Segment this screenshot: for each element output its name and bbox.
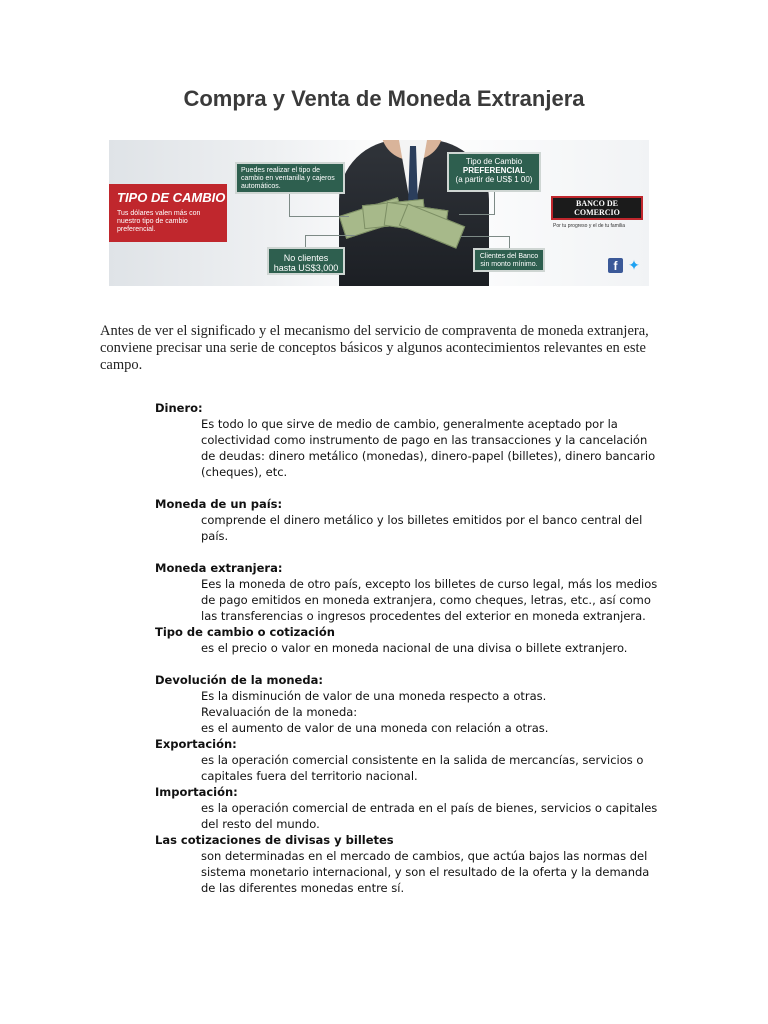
info-box-clientes: Clientes del Banco sin monto mínimo. bbox=[473, 248, 545, 272]
bank-name-line2: COMERCIO bbox=[574, 208, 620, 217]
info-box-ventanilla: Puedes realizar el tipo de cambio en ventanilla y cajeros automáticos. bbox=[235, 162, 345, 194]
term-exportacion: Exportación: bbox=[155, 737, 237, 751]
term-importacion: Importación: bbox=[155, 785, 238, 799]
box2-line1: Tipo de Cambio bbox=[465, 157, 523, 166]
desc-revaluacion: es el aumento de valor de una moneda con relación a otras. bbox=[201, 721, 549, 735]
connector-line bbox=[305, 235, 306, 247]
term-tipo-cambio: Tipo de cambio o cotización bbox=[155, 625, 335, 639]
bank-name-line1: BANCO DE bbox=[575, 199, 618, 208]
page-title: Compra y Venta de Moneda Extranjera bbox=[183, 86, 585, 111]
term-dinero: Dinero: bbox=[155, 401, 203, 415]
term-moneda-pais: Moneda de un país: bbox=[155, 497, 283, 511]
tipo-de-cambio-tab bbox=[109, 184, 227, 242]
desc-exportacion: es la operación comercial consistente en la salida de mercancías, servicios o capitales fuera del territorio nacional. bbox=[201, 753, 644, 783]
connector-line bbox=[289, 216, 349, 217]
definitions-list bbox=[155, 400, 665, 896]
term-devolucion: Devolución de la moneda: bbox=[155, 673, 323, 687]
connector-line bbox=[461, 236, 509, 237]
banner-image bbox=[109, 140, 649, 286]
desc-moneda-pais: comprende el dinero metálico y los billetes emitidos por el banco central del país. bbox=[201, 513, 643, 543]
connector-line bbox=[509, 236, 510, 248]
bank-slogan: Por tu progreso y el de tu familia bbox=[553, 223, 625, 229]
desc-importacion: es la operación comercial de entrada en el país de bienes, servicios o capitales del resto del mundo. bbox=[201, 801, 658, 831]
tab-title: TIPO DE CAMBIO bbox=[117, 190, 226, 205]
desc-cotizaciones: son determinadas en el mercado de cambios, que actúa bajos las normas del sistema monetario internacional, y son el resultado de la oferta y la demanda de las diferentes monedas entre sí. bbox=[201, 849, 650, 895]
connector-line bbox=[305, 235, 355, 236]
term-moneda-extranjera: Moneda extranjera: bbox=[155, 561, 283, 575]
connector-line bbox=[289, 194, 290, 216]
twitter-icon: ✦ bbox=[628, 257, 640, 273]
term-cotizaciones: Las cotizaciones de divisas y billetes bbox=[155, 833, 394, 847]
desc-dinero: Es todo lo que sirve de medio de cambio, generalmente aceptado por la colectividad como instrumento de pago en las transacciones y la cancelación de deudas: dinero metálico (monedas), dinero-papel (billetes), dinero bancario (cheques), etc. bbox=[201, 417, 656, 479]
bank-logo bbox=[551, 196, 643, 220]
connector-line bbox=[459, 214, 495, 215]
connector-line bbox=[494, 192, 495, 214]
box2-line2: PREFERENCIAL bbox=[462, 166, 526, 175]
desc-devolucion: Es la disminución de valor de una moneda respecto a otras. bbox=[201, 689, 547, 703]
intro-paragraph: Antes de ver el significado y el mecanismo del servicio de compraventa de moneda extranjera, conviene precisar una serie de conceptos básicos y algunos acontecimientos relevantes en este campo. bbox=[100, 323, 649, 373]
tab-subtitle: Tus dólares valen más con nuestro tipo de cambio preferencial. bbox=[117, 210, 201, 233]
banknotes-fan bbox=[341, 192, 461, 242]
info-box-preferencial bbox=[447, 152, 541, 192]
desc-moneda-extranjera: Ees la moneda de otro país, excepto los billetes de curso legal, más los medios de pago emitidos en moneda extranjera, como cheques, letras, etc., así como las transferencias o ingresos procedentes del exterior en moneda extranjera. bbox=[201, 577, 658, 623]
box2-line3: (a partir de US$ 1 00) bbox=[455, 175, 533, 184]
facebook-icon: f bbox=[608, 258, 623, 273]
info-box-no-clientes: No clientes hasta US$3,000 bbox=[267, 247, 345, 275]
desc-tipo-cambio: es el precio o valor en moneda nacional de una divisa o billete extranjero. bbox=[201, 641, 628, 655]
term-revaluacion: Revaluación de la moneda: bbox=[201, 705, 358, 719]
